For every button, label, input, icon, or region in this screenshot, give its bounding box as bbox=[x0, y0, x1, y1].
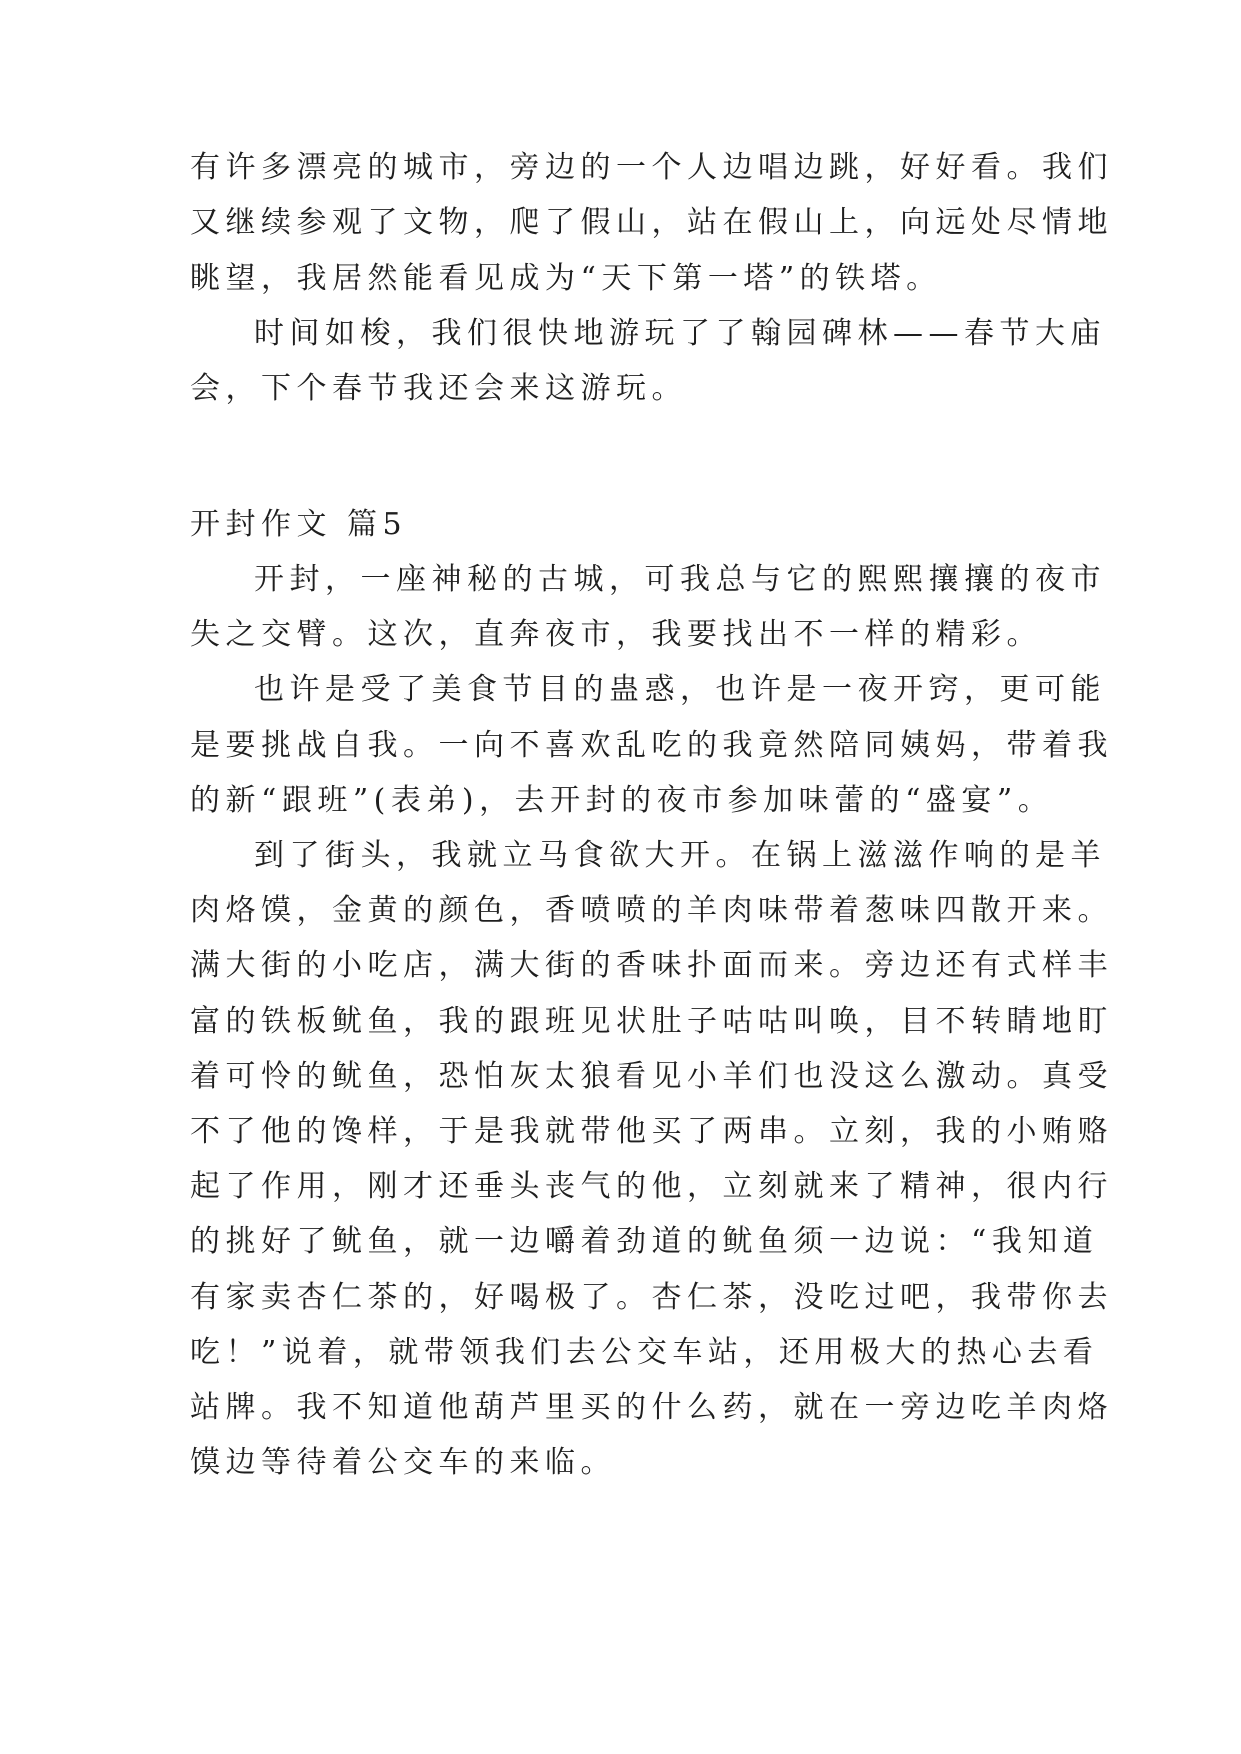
paragraph-line: 着可怜的鱿鱼，恐怕灰太狼看见小羊们也没这么激动。真受 bbox=[190, 1059, 1113, 1094]
paragraph-line: 的新“跟班”(表弟)，去开封的夜市参加味蕾的“盛宴”。 bbox=[190, 783, 1054, 818]
section-heading: 开封作文 篇5 bbox=[190, 507, 408, 542]
paragraph-line: 肉烙馍，金黄的颜色，香喷喷的羊肉味带着葱味四散开来。 bbox=[190, 893, 1113, 928]
paragraph-line: 起了作用，刚才还垂头丧气的他，立刻就来了精神，很内行 bbox=[190, 1169, 1113, 1204]
paragraph-line: 富的铁板鱿鱼，我的跟班见状肚子咕咕叫唤，目不转睛地盯 bbox=[190, 1004, 1113, 1039]
paragraph-line: 吃！”说着，就带领我们去公交车站，还用极大的热心去看 bbox=[190, 1335, 1099, 1370]
paragraph-line: 时间如梭，我们很快地游玩了了翰园碑林——春节大庙 bbox=[254, 316, 1106, 351]
paragraph-line: 有家卖杏仁茶的，好喝极了。杏仁茶，没吃过吧，我带你去 bbox=[190, 1280, 1113, 1315]
paragraph-line: 开封，一座神秘的古城，可我总与它的熙熙攘攘的夜市 bbox=[254, 562, 1106, 597]
paragraph-line: 到了街头，我就立马食欲大开。在锅上滋滋作响的是羊 bbox=[254, 838, 1106, 873]
paragraph-line: 有许多漂亮的城市，旁边的一个人边唱边跳，好好看。我们 bbox=[190, 150, 1113, 185]
paragraph-line: 满大街的小吃店，满大街的香味扑面而来。旁边还有式样丰 bbox=[190, 948, 1113, 983]
paragraph-line: 失之交臂。这次，直奔夜市，我要找出不一样的精彩。 bbox=[190, 617, 1042, 652]
paragraph-line: 也许是受了美食节目的蛊惑，也许是一夜开窍，更可能 bbox=[254, 672, 1106, 707]
paragraph-line: 又继续参观了文物，爬了假山，站在假山上，向远处尽情地 bbox=[190, 205, 1113, 240]
paragraph-line: 会，下个春节我还会来这游玩。 bbox=[190, 371, 687, 406]
paragraph-line: 是要挑战自我。一向不喜欢乱吃的我竟然陪同姨妈，带着我 bbox=[190, 728, 1113, 763]
paragraph-line: 的挑好了鱿鱼，就一边嚼着劲道的鱿鱼须一边说：“我知道 bbox=[190, 1224, 1099, 1259]
paragraph-line: 馍边等待着公交车的来临。 bbox=[190, 1445, 616, 1480]
paragraph-line: 站牌。我不知道他葫芦里买的什么药，就在一旁边吃羊肉烙 bbox=[190, 1390, 1113, 1425]
paragraph-line: 不了他的馋样，于是我就带他买了两串。立刻，我的小贿赂 bbox=[190, 1114, 1113, 1149]
paragraph-line: 眺望，我居然能看见成为“天下第一塔”的铁塔。 bbox=[190, 261, 942, 296]
